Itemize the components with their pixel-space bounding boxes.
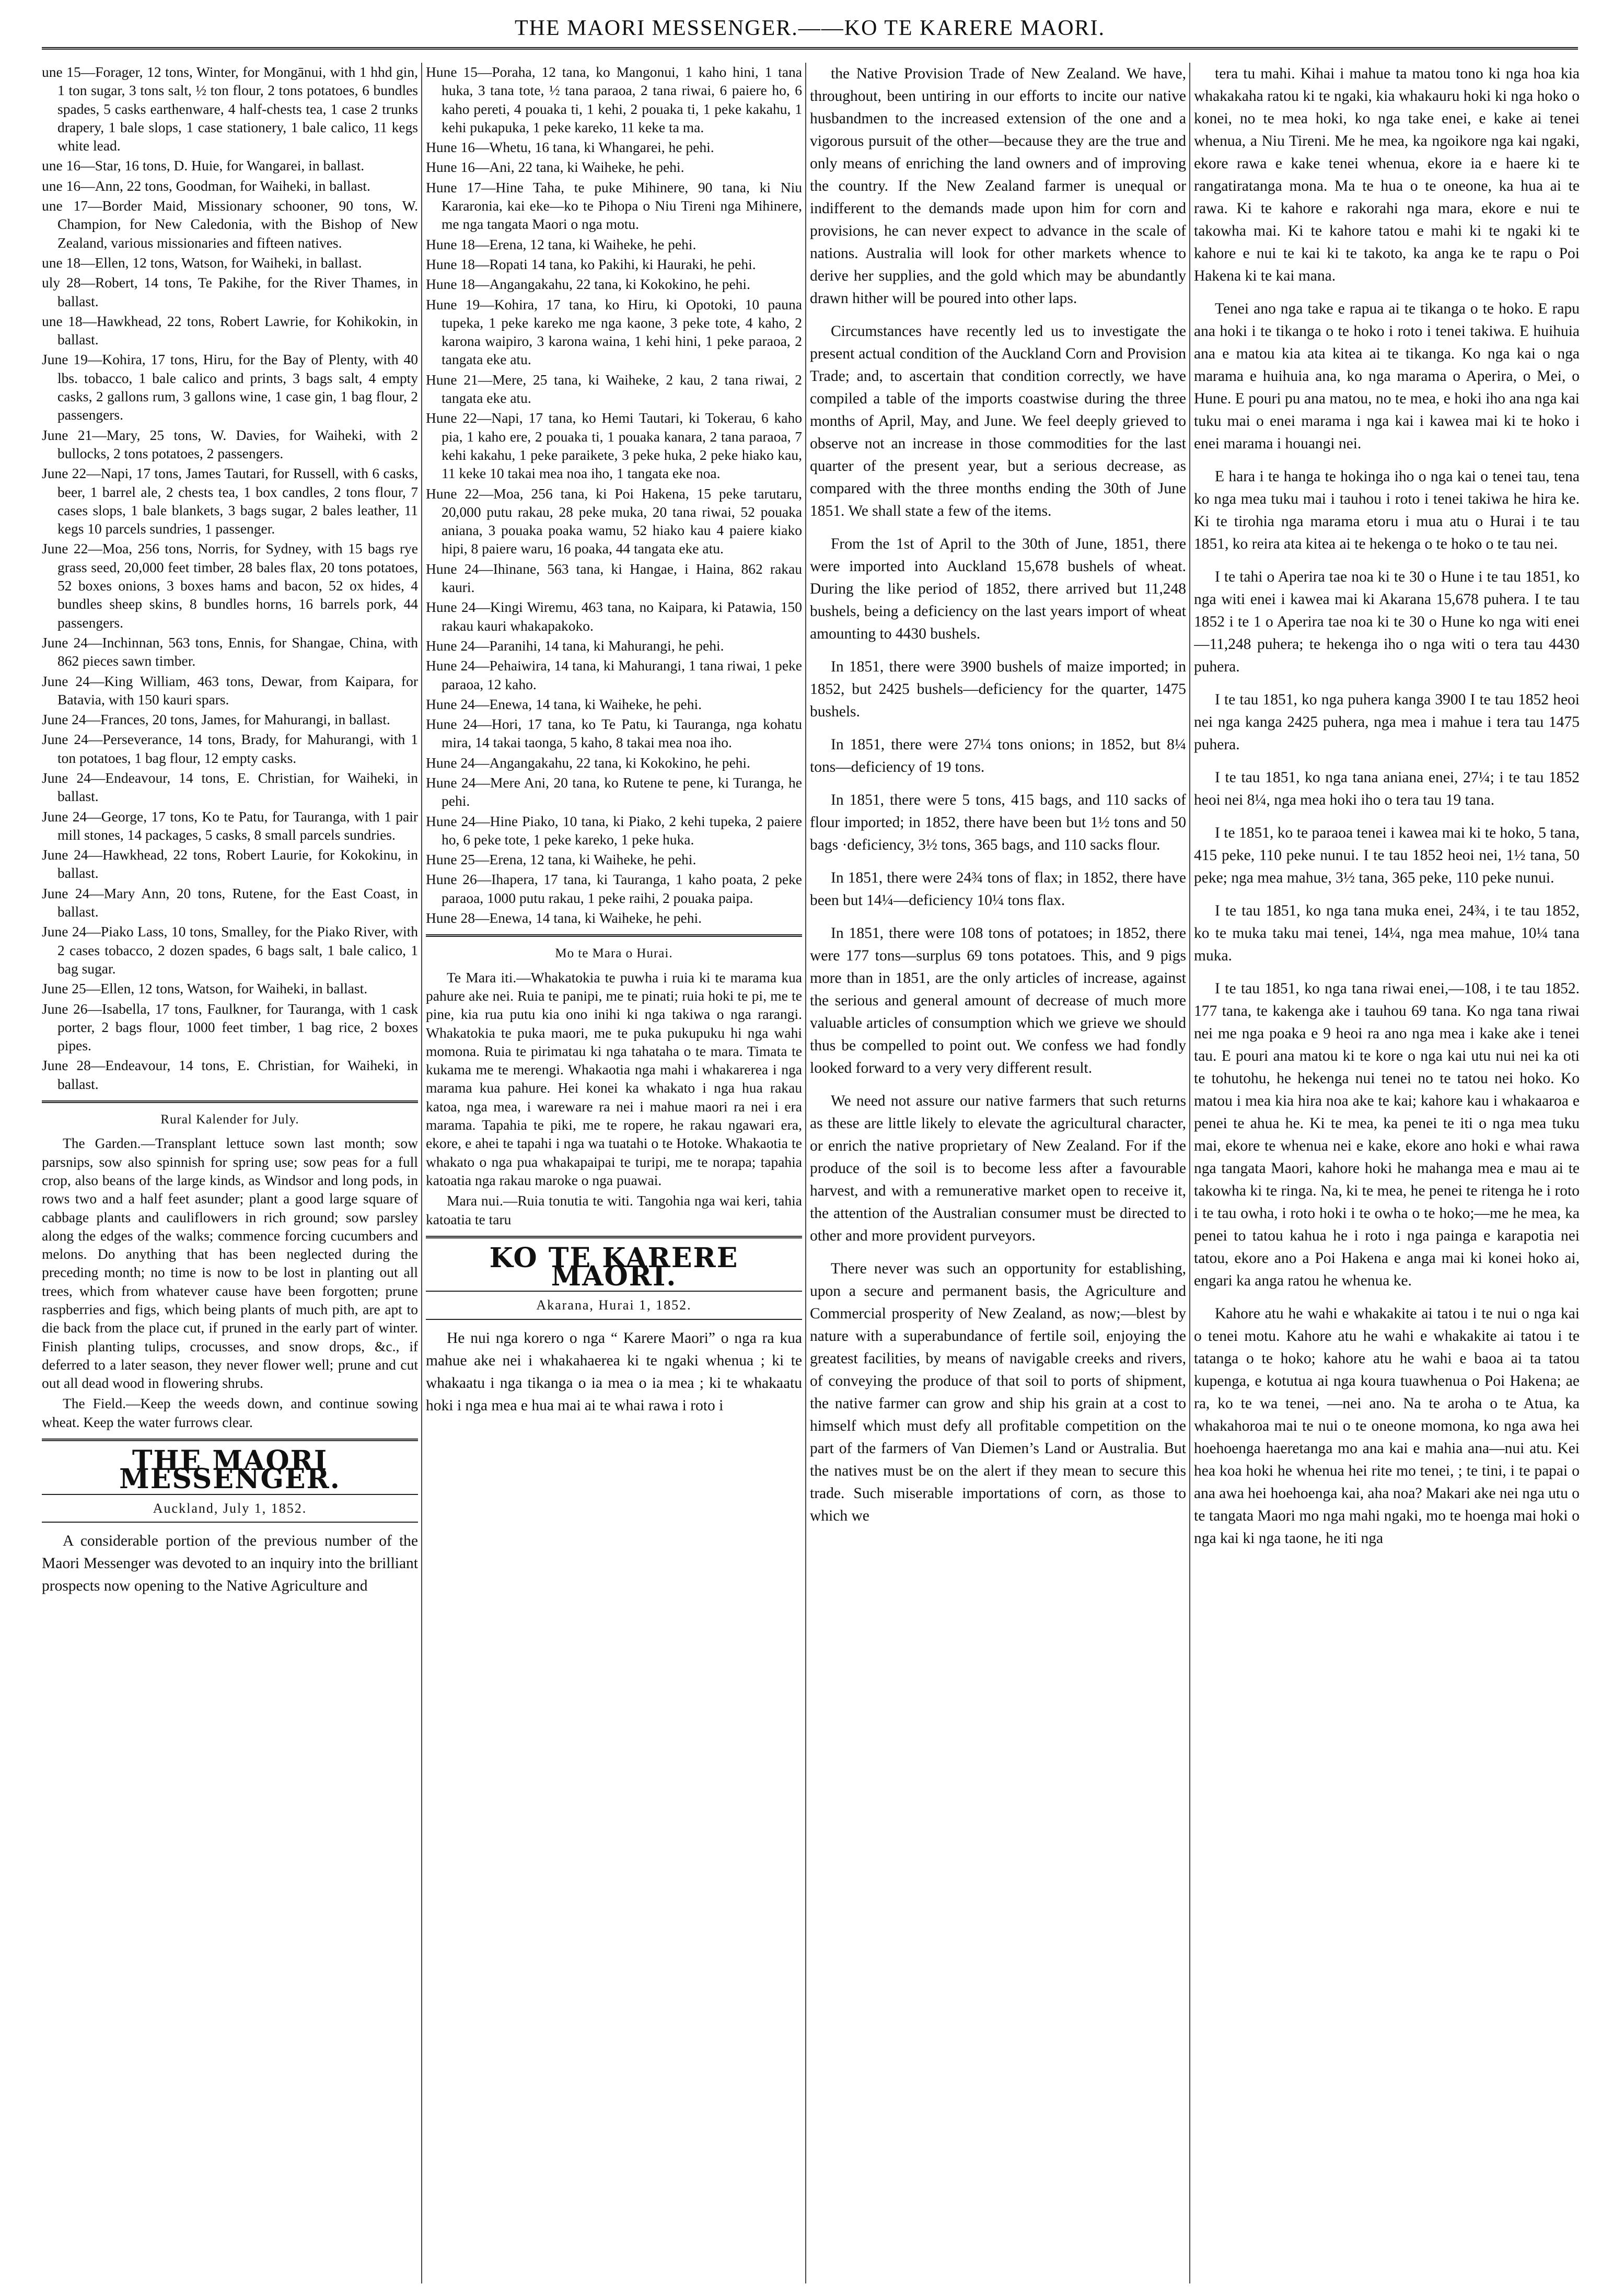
shipping-entry: June 22—Moa, 256 tons, Norris, for Sydney, with 15 bags rye grass seed, 20,000 feet timber, 28 bales flax, 20 tons potatoes, 52 boxes onions, 3 boxes hams and bacon, 52 ox hides, 4 bundles sheep skins, 8 bundles horns, 16 barrels pork, 44 passengers. [42, 540, 418, 631]
masthead-english: THE MAORI MESSENGER. [119, 1445, 341, 1495]
shipping-entry: uly 28—Robert, 14 tons, Te Pakihe, for the River Thames, in ballast. [42, 274, 418, 309]
shipping-entry: une 16—Ann, 22 tons, Goodman, for Waiheki, in ballast. [42, 177, 370, 194]
shipping-entry: June 24—Inchinnan, 563 tons, Ennis, for Shangae, China, with 862 pieces sawn timber. [42, 634, 418, 669]
editorial-paragraph: In 1851, there were 27¼ tons onions; in 1852, but 8¼ tons—deficiency of 19 tons. [810, 736, 1186, 775]
shipping-list-maori [426, 63, 802, 927]
shipping-entry: Hune 21—Mere, 25 tana, ki Waiheke, 2 kau, 2 tana riwai, 2 tangata eke atu. [426, 371, 802, 407]
shipping-entry: Hune 24—Enewa, 14 tana, ki Waiheke, he pehi. [426, 695, 702, 712]
editorial-paragraph: In 1851, there were 108 tons of potatoes; in 1852, there were 177 tons—surplus 69 tons potatoes. This, and 9 pigs more than in 1851, are the only articles of increase, against the serious and general amount of decrease of much more valuable articles of consumption which we grieve we should thus be compelled to point out. We confess we had fondly looked forward to a very very different result. [810, 925, 1186, 1076]
editorial-paragraph: I te tahi o Aperira tae noa ki te 30 o Hune i te tau 1851, ko nga witi enei i kawea mai ki Akarana 15,678 puhera. I te tau 1852 i te 1 o Aperira tae noa ki te 30 o Hune ko nga witi enei—11,248 puhera; te hekenga iho o nga witi o tera tau 4430 puhera. [1194, 569, 1580, 675]
editorial-paragraph: tera tu mahi. Kihai i mahue ta matou tono ki nga hoa kia whakakaha ratou ki te ngaki, kia whakauru hoki ki nga hoko o konei, no te mea hoki, ko nga take enei, e kake ai tenei whenua, a Niu Tireni. Me he mea, ka ngoikore nga kai ngaki, ekore rawa e kake tenei whenua, ekore ia e haere ki te rangatiratanga mona. Ma te hua o te oneone, ka hua ai te rawa. Ki te kahore e rakorahi nga mara, ekore e nui te takowha mai. Ki te kahore tatou e mahi ki te ngaki ki te kahore e nui te kai ki te takoto, ka anga ke te rapu o Poi Hakena ki te kai mana. [1194, 65, 1580, 284]
shipping-entry: Hune 18—Angangakahu, 22 tana, ki Kokokino, he pehi. [426, 276, 750, 293]
editorial-paragraph: I te tau 1851, ko nga tana aniana enei, 27¼; i te tau 1852 heoi nei 8¼, nga mea hoki iho o tera tau 19 tana. [1194, 769, 1580, 808]
column-rule [421, 63, 422, 2283]
shipping-entry: Hune 17—Hine Taha, te puke Mihinere, 90 tana, ki Niu Kararonia, kai eke—ko te Pihopa o Niu Tireni nga Mihinere, me nga tangata Maori o nga motu. [426, 179, 802, 233]
editorial-paragraph: In 1851, there were 24¾ tons of flax; in 1852, there have been but 14¼—deficiency 10¼ tons flax. [810, 869, 1186, 909]
editorial-paragraph: I te tau 1851, ko nga puhera kanga 3900 I te tau 1852 heoi nei nga kanga 2425 puhera, nga mea i mahue i tera tau 1475 puhera. [1194, 691, 1580, 753]
editorial-english [810, 63, 1186, 1527]
shipping-entry: Hune 25—Erena, 12 tana, ki Waiheke, he pehi. [426, 851, 697, 868]
shipping-entry: June 21—Mary, 25 tons, W. Davies, for Waiheki, with 2 bullocks, 2 tons potatoes, 2 passengers. [42, 426, 418, 461]
editorial-maori [1194, 63, 1580, 1550]
newspaper-header: THE MAORI MESSENGER.——KO TE KARERE MAORI. [42, 16, 1578, 50]
shipping-entry: June 24—Perseverance, 14 tons, Brady, for Mahurangi, with 1 ton potatoes, 1 bag flour, 12 empty casks. [42, 731, 418, 766]
section-divider [42, 1439, 418, 1441]
editorial-paragraph: Kahore atu he wahi e whakakite ai tatou i te nui o nga kai o tenei motu. Kahore atu he wahi e whakakite ai tatou i te tatanga o te hoko; kahore atu he wahi e baoa ai ta tatou kupenga, e kotutua ai nga koura tuawhenua o Poi Hakena; ae ra, ko te wa tenei, —nei ano. Na te aroha o te Atua, ka whakahoroa mai te nui o te oneone momona, ko nga awa hei hoehoenga haeretanga mo ana kai e mahia ana—nui atu. Kei hea koa hoki he whenua hei rite mo tenei, ; te tini, i te papai o ana awa hei hoehoenga kai, aha noa? Makari ake nei nga utu o te tangata Maori mo nga mahi ngaki, mo te hoenga mai hoki o nga kai ki nga taone, he iti nga [1194, 1305, 1580, 1547]
rural-calendar-garden: The Garden.—Transplant lettuce sown last month; sow parsnips, sow also spinnish for spring use; sow peas for a full crop, also beans of the large kinds, as Windsor and long pods, in rows two and a half feet asunder; plant a good large square of cabbage plants and cauliflowers in rich ground; sow parsley along the edges of the walks; commence forcing cucumbers and melons. Do anything that has been neglected during the preceding month; no time is now to be lost in planting out all trees, which from whatever cause have been forgotten; prune raspberries and figs, which being plants of much pith, are apt to die back from the place cut, if pruned in the early part of winter. Finish planting tulips, crocusses, and snow drops, &c., if deferred to a later season, they never flower well; prune and cut out all dead wood in flowering shrubs. [42, 1135, 418, 1391]
editorial-paragraph: I te 1851, ko te paraoa tenei i kawea mai ki te hoko, 5 tana, 415 peke, 110 peke nunui. I te tau 1852 heoi nei, 1½ tana, 50 peke; nga mea mahue, 3½ tana, 365 peke, 110 peke nunui. [1194, 825, 1580, 886]
shipping-entry: Hune 24—Pehaiwira, 14 tana, ki Mahurangi, 1 tana riwai, 1 peke paraoa, 12 kaho. [426, 657, 802, 692]
shipping-entry: Hune 22—Moa, 256 tana, ki Poi Hakena, 15 peke tarutaru, 20,000 putu rakau, 28 peke muka, 20 tana riwai, 52 pouaka aniana, 3 pouaka poaka wamu, 52 hiako kau 4 paiere kiako hipi, 8 paiere waru, 16 poaka, 44 tangata eke atu. [426, 485, 802, 557]
shipping-entry: Hune 22—Napi, 17 tana, ko Hemi Tautari, ki Tokerau, 6 kaho pia, 1 kaho ere, 2 pouaka ti, 1 pouaka kanara, 2 tana paraoa, 7 kehi kakahu, 1 peke paraikete, 3 peke huka, 2 peke hiako kau, 11 keke 10 takai mea noa iho, 1 tangata eke noa. [426, 410, 802, 482]
masthead-maori: KO TE KARERE MAORI. [489, 1242, 739, 1293]
shipping-entry: une 17—Border Maid, Missionary schooner, 90 tons, W. Champion, for New Caledonia, with the Bishop of New Zealand, various missionaries and fifteen natives. [42, 198, 418, 251]
section-divider [426, 934, 802, 937]
column-4 [1194, 63, 1580, 2283]
shipping-entry: June 24—King William, 463 tons, Dewar, from Kaipara, for Batavia, with 150 kauri spars. [42, 672, 418, 708]
editorial-paragraph: There never was such an opportunity for establishing, upon a secure and permanent basis, the Agriculture and Commercial prosperity of New Zealand, as now;—blest by nature with a superabundance of fertile soil, enjoying the greatest facilities, by means of navigable creeks and rivers, of conveying the produce of that soil to ports of shipment, the native farmer can grow and ship his grain at a cost to himself which must defy all profitable competition on the part of the farmers of Van Diemen’s Land or Australia. But the natives must be on the alert if they mean to secure this trade. Such miserable importations of corn, as those to which we [810, 1260, 1186, 1524]
shipping-entry: June 19—Kohira, 17 tons, Hiru, for the Bay of Plenty, with 40 lbs. tobacco, 1 bale calico and prints, 3 bags salt, 4 empty casks, 2 gallons rum, 3 gallons wine, 1 case gin, 1 bag flour, 2 passengers. [42, 351, 418, 423]
column-1 [42, 63, 418, 2283]
shipping-entry: June 24—Piako Lass, 10 tons, Smalley, for the Piako River, with 2 cases tobacco, 2 dozen spades, 6 bags salt, 1 bale calico, 1 bag sugar. [42, 923, 418, 977]
rural-calendar-title: Rural Kalender for July. [160, 1112, 299, 1127]
shipping-entry: Hune 19—Kohira, 17 tana, ko Hiru, ki Opotoki, 10 pauna tupeka, 1 peke kareko me nga kaone, 3 peke tote, 4 kaho, 2 karona waipiro, 3 karona waina, 1 kehi hini, 1 peke paraoa, 2 tangata eke atu. [426, 296, 802, 368]
editorial-paragraph: In 1851, there were 5 tons, 415 bags, and 110 sacks of flour imported; in 1852, there have been but 1½ tons and 50 bags ·deficiency, 3½ tons, 365 bags, and 110 sacks flour. [810, 792, 1186, 853]
shipping-entry: Hune 18—Ropati 14 tana, ko Pakihi, ki Hauraki, he pehi. [426, 256, 756, 272]
editorial-paragraph: I te tau 1851, ko nga tana muka enei, 24¾, i te tau 1852, ko te muka taku mai tenei, 14¼, nga mea mahue, 10¼ tana muka. [1194, 902, 1580, 964]
section-divider [42, 1100, 418, 1103]
shipping-entry: une 18—Hawkhead, 22 tons, Robert Lawrie, for Kohikokin, in ballast. [42, 312, 418, 348]
shipping-entry: June 24—George, 17 tons, Ko te Patu, for Tauranga, with 1 pair mill stones, 14 packages, 5 casks, 8 small parcels sundries. [42, 808, 418, 843]
shipping-entry: Hune 24—Hori, 17 tana, ko Te Patu, ki Tauranga, nga kohatu mira, 14 takai taonga, 5 kaho, 8 takai mea noa iho. [426, 716, 802, 751]
editorial-english-start: A considerable portion of the previous number of the Maori Messenger was devoted to an inquiry into the brilliant prospects now opening to the Native Agriculture and [42, 1532, 418, 1594]
editorial-paragraph: the Native Provision Trade of New Zealand. We have, throughout, been untiring in our efforts to incite our native husbandmen to the increased extension of the one and a vigorous pursuit of the other—because they are the true and only means of enriching the land owners and of improving the country. If the New Zealand farmer is unequal or indifferent to the demands made upon him for corn and provisions, he can never expect to advance in the scale of nations. Australia will look for other markets whence to derive her supplies, and the gold which may be abundantly drawn hither will be poured into other laps. [810, 65, 1186, 307]
shipping-entry: Hune 24—Hine Piako, 10 tana, ki Piako, 2 kehi tupeka, 2 paiere ho, 6 peke tote, 1 peke kareko, 1 peke huka. [426, 813, 802, 848]
shipping-entry: Hune 24—Paranihi, 14 tana, ki Mahurangi, he pehi. [426, 637, 724, 654]
editorial-paragraph: We need not assure our native farmers that such returns as these are little likely to elevate the agricultural character, or enrich the native proprietary of New Zealand. For if the produce of the soil is to become less after a favourable harvest, and with a remunerative market open to receive it, the attention of the Australian consumer must be directed to other and more provident purveyors. [810, 1093, 1186, 1244]
column-2 [426, 63, 802, 2283]
mara-iti-text: Te Mara iti.—Whakatokia te puwha i ruia ki te marama kua pahure ake nei. Ruia te panipi, me te pinati; ruia hoki te pi, me te pine, kia rua putu kia ono inihi ki nga takiwa o nga rarangi. Whakatokia te puka maori, me te puka pukupuku hi nga wahi momona. Ruia te pirimatau ki nga tahataha o te mara. Timata te kukama me te merengi. Whakaotia nga mahi i whakarerea i nga marama kua pahure. Hei konei ka whakato i nga hua rakau katoa, nga mea, i wareware ra nei i mahue maori ra nei i era marama. Tapahia te piki, me te ropere, he rakau ngawari era, ekore, e ahei te tapahi i nga wa tuatahi o te Hotoke. Whakaotia te whakato o nga pua whakapaipai te turipi, me te norapa; tapahia katoatia nga rakau maroke o nga puawai. [426, 969, 802, 1188]
dateline-maori: Akarana, Hurai 1, 1852. [426, 1291, 802, 1319]
shipping-entry: June 24—Hawkhead, 22 tons, Robert Laurie, for Kokokinu, in ballast. [42, 846, 418, 882]
shipping-entry: Hune 15—Poraha, 12 tana, ko Mangonui, 1 kaho hini, 1 tana huka, 3 tana tote, ½ tana paraoa, 2 tana riwai, 6 paiere ho, 6 kaho pereti, 4 pouaka ti, 1 kehi, 2 pouaka ti, 1 peke kakahu, 1 kehi pukapuka, 1 peke kareko, 11 keke ta ma. [426, 64, 802, 135]
shipping-entry: June 24—Endeavour, 14 tons, E. Christian, for Waiheki, in ballast. [42, 769, 418, 805]
shipping-entry: June 28—Endeavour, 14 tons, E. Christian, for Waiheki, in ballast. [42, 1057, 418, 1092]
shipping-entry: Hune 24—Kingi Wiremu, 463 tana, no Kaipara, ki Patawia, 150 rakau kauri whakapakoko. [426, 599, 802, 634]
shipping-entry: une 15—Forager, 12 tons, Winter, for Mongānui, with 1 hhd gin, 1 ton sugar, 3 tons salt, ½ ton flour, 2 tons potatoes, 6 bundles spades, 5 casks earthenware, 4 half-chests tea, 1 case 2 trunks drapery, 1 bale slops, 1 case stationery, 1 bale calico, 11 kegs white lead. [42, 64, 418, 154]
shipping-entry: Hune 28—Enewa, 14 tana, ki Waiheke, he pehi. [426, 910, 702, 926]
rural-calendar-field: The Field.—Keep the weeds down, and continue sowing wheat. Keep the water furrows clear. [42, 1395, 418, 1430]
shipping-entry: Hune 26—Ihapera, 17 tana, ki Tauranga, 1 kaho poata, 2 peke paraoa, 1000 putu rakau, 1 peke raihi, 2 pouaka paipa. [426, 871, 802, 906]
shipping-entry: Hune 18—Erena, 12 tana, ki Waiheke, he pehi. [426, 236, 697, 252]
editorial-maori-start: He nui nga korero o nga “ Karere Maori” o nga ra kua mahue ake nei i whakahaerea ki te ngaki whenua ; ki te whakaatu i nga tikanga o ia mea o ia mea ; ki te whakaatu hoki i nga mea e hua mai ai te whai rawa i roto i [426, 1329, 802, 1414]
editorial-paragraph: I te tau 1851, ko nga tana riwai enei,—108, i te tau 1852. 177 tana, te kakenga ake i tauhou 69 tana. Ko nga tana riwai nei me nga poaka e 9 heoi ra ano nga mea i kake ake i tenei tau. E pouri ana matou ki te kore o nga kai utu nui nei ka oti te tohutohu, he hekenga nui tenei no te tatou nei hoko. Ko matou i mea kia hira noa ake te kai; kahore kau i whakaaroa e penei te ahua he. Ki te mea, ka penei te iti o nga mea tuku mai, ekore te whenua nei e kake, ekore ano hoki e whai rawa nga tangata Maori, kahore hoki he mahanga mea e mau ai te takowha ki te ringa. Na, ki te mea, he penei te ritenga he i roto i te tau owha, i roto hoki i te owha o te hoko;—me he mea, ka penei to tatou kahua he i roto i nga painga e karapotia nei tatou, ekore ano a Poi Hakena e anga mai ki konei hoko ai, engari ka anga ratou he whenua ke. [1194, 980, 1580, 1289]
shipping-entry: Hune 24—Mere Ani, 20 tana, ko Rutene te pene, ki Turanga, he pehi. [426, 774, 802, 809]
shipping-entry: June 25—Ellen, 12 tons, Watson, for Waiheki, in ballast. [42, 980, 368, 997]
section-divider [426, 1236, 802, 1238]
editorial-paragraph: From the 1st of April to the 30th of June, 1851, there were imported into Auckland 15,678 bushels of wheat. During the like period of 1852, there arrived but 11,248 bushels, being a deficiency on the last years import of wheat amounting to 4430 bushels. [810, 536, 1186, 642]
mara-nui-text: Mara nui.—Ruia tonutia te witi. Tangohia nga wai keri, tahia katoatia te taru [426, 1192, 802, 1227]
shipping-entry: une 16—Star, 16 tons, D. Huie, for Wangarei, in ballast. [42, 157, 365, 174]
shipping-entry: une 18—Ellen, 12 tons, Watson, for Waiheki, in ballast. [42, 254, 362, 271]
shipping-entry: Hune 16—Ani, 22 tana, ki Waiheke, he pehi. [426, 159, 684, 176]
editorial-paragraph: Tenei ano nga take e rapua ai te tikanga o te hoko. E rapu ana hoki i te tikanga o te hoko i roto i tenei takiwa. E huihuia ana e matou kia ata kitea ai te tikanga. Ko nga kai o nga marama e huihuia ana, ko nga marama o Aperira, o Mei, o Hune. E pouri pu ana matou, no te mea, e hoki iho ana nga kai tuku mai o enei marama i nga kai i kawea mai ki te hoko i enei marama i houangi nei. [1194, 300, 1580, 452]
column-rule [805, 63, 806, 2283]
shipping-list-english [42, 63, 418, 1093]
mo-te-mara-title: Mo te Mara o Hurai. [555, 946, 673, 961]
shipping-entry: June 22—Napi, 17 tons, James Tautari, for Russell, with 6 casks, beer, 1 barrel ale, 2 chests tea, 1 box candles, 2 tons flour, 7 cases slops, 1 bale blankets, 3 bags sugar, 2 bales leather, 11 kegs 10 parcels sundries, 1 passenger. [42, 465, 418, 537]
shipping-entry: June 24—Mary Ann, 20 tons, Rutene, for the East Coast, in ballast. [42, 885, 418, 920]
editorial-paragraph: Circumstances have recently led us to investigate the present actual condition of the Auckland Corn and Provision Trade; and, to ascertain that condition correctly, we have compiled a table of the imports coastwise during the three months of April, May, and June. We feel deeply grieved to observe not an increase in those commodities for the last quarter of the present year, but a serious decrease, as compared with the three months ending the 30th of June 1851. We shall state a few of the items. [810, 323, 1186, 519]
dateline-english: Auckland, July 1, 1852. [42, 1494, 418, 1523]
editorial-paragraph: In 1851, there were 3900 bushels of maize imported; in 1852, but 2425 bushels—deficiency for the quarter, 1475 bushels. [810, 658, 1186, 720]
column-3 [810, 63, 1186, 2283]
shipping-entry: Hune 24—Ihinane, 563 tana, ki Hangae, i Haina, 862 rakau kauri. [426, 560, 802, 596]
shipping-entry: June 26—Isabella, 17 tons, Faulkner, for Tauranga, with 1 cask porter, 2 bags flour, 1000 feet timber, 1 bag rice, 2 boxes pipes. [42, 1000, 418, 1054]
shipping-entry: Hune 16—Whetu, 16 tana, ki Whangarei, he pehi. [426, 139, 714, 156]
editorial-paragraph: E hara i te hanga te hokinga iho o nga kai o tenei tau, tena ko nga mea tuku mai i tauhou i roto i tenei takiwa he hira ke. Ki te tirohia nga marama etoru i mua atu o Hurai i te tau 1851, ko reira ata kitea ai te hekenga o te hoko o te tau nei. [1194, 468, 1580, 552]
shipping-entry: Hune 24—Angangakahu, 22 tana, ki Kokokino, he pehi. [426, 754, 750, 771]
shipping-entry: June 24—Frances, 20 tons, James, for Mahurangi, in ballast. [42, 711, 390, 728]
column-rule [1189, 63, 1190, 2283]
